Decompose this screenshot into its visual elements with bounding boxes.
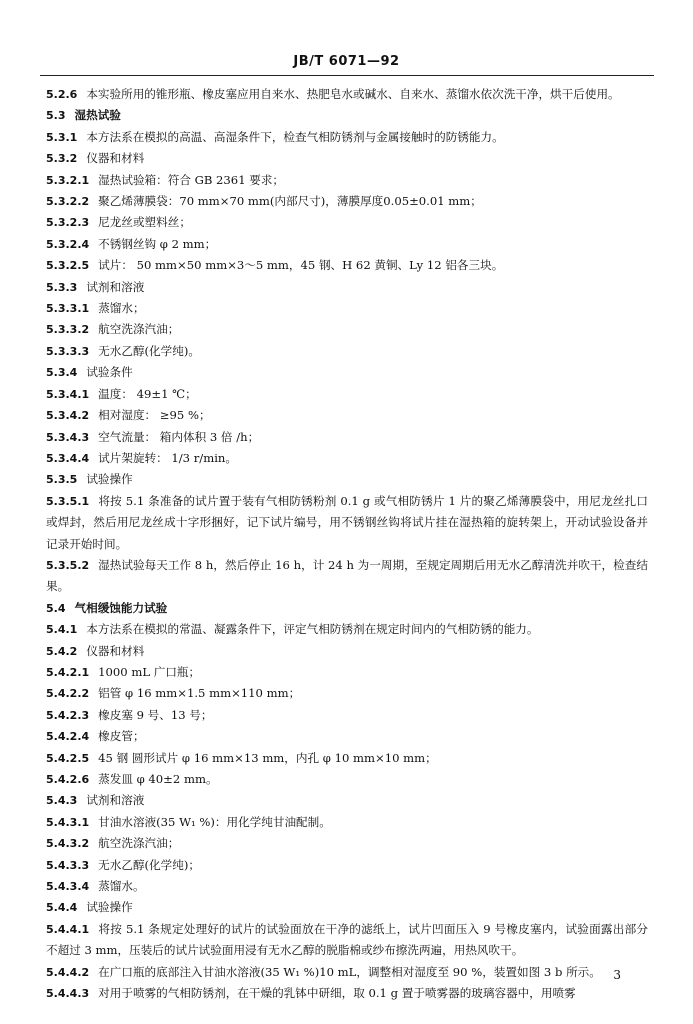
clause-number: 5.3.3.3 xyxy=(46,344,90,358)
clause-text: 湿热试验箱：符合 GB 2361 要求； xyxy=(98,172,285,187)
clause-number: 5.4.3 xyxy=(46,794,78,808)
clause-number: 5.3.4.4 xyxy=(46,451,90,465)
clause-number: 5.3 xyxy=(46,109,66,123)
clause-text: 本实验所用的锥形瓶、橡皮塞应用自来水、热肥皂水或碱水、自来水、蒸馏水依次洗干净，烘干后使用。 xyxy=(86,87,620,101)
section-heading xyxy=(46,105,648,126)
clause-number: 5.4.2.1 xyxy=(46,665,90,679)
clause-text: 蒸馏水； xyxy=(98,301,145,316)
clause-number: 5.4.3.3 xyxy=(46,858,90,872)
clause-number: 5.4.3.2 xyxy=(46,837,90,851)
clause-paragraph xyxy=(46,84,648,105)
clause-paragraph xyxy=(46,962,648,983)
clause-text: 试片架旋转： 1/3 r/min。 xyxy=(98,450,237,465)
clause-number: 5.3.2.1 xyxy=(46,173,90,187)
clause-text: 试验条件 xyxy=(86,365,133,380)
clause-text: 仪器和材料 xyxy=(86,643,145,658)
clause-text: 1000 mL 广口瓶； xyxy=(98,664,201,679)
clause-text: 蒸发皿 φ 40±2 mm。 xyxy=(98,772,218,786)
clause-text: 无水乙醇(化学纯)； xyxy=(98,857,200,872)
clause-paragraph xyxy=(46,983,648,1004)
clause-text: 无水乙醇(化学纯)。 xyxy=(98,343,200,358)
clause-number: 5.4.4.3 xyxy=(46,987,90,1001)
clause-number: 5.3.4 xyxy=(46,366,78,380)
clause-paragraph xyxy=(46,876,648,897)
clause-text: 在广口瓶的底部注入甘油水溶液(35 W₁ %)10 mL，调整相对湿度至 90 %，装置如图 3 b 所示。 xyxy=(98,964,601,979)
clause-paragraph xyxy=(46,769,648,790)
clause-text: 尼龙丝或塑料丝； xyxy=(98,215,191,230)
clause-number: 5.4.4 xyxy=(46,901,78,915)
clause-text: 对用于喷雾的气相防锈剂，在干燥的乳钵中研细，取 0.1 g 置于喷雾器的玻璃容器中，用喷雾 xyxy=(98,986,576,1001)
clause-number: 5.4.2.5 xyxy=(46,751,90,765)
clause-text: 试验操作 xyxy=(86,900,133,915)
clause-paragraph xyxy=(46,833,648,854)
clause-number: 5.3.3.1 xyxy=(46,302,90,316)
clause-number: 5.4.2.3 xyxy=(46,708,90,722)
clause-text: 空气流量： 箱内体积 3 倍 /h； xyxy=(98,429,260,444)
clause-paragraph xyxy=(46,234,648,255)
document-body xyxy=(46,84,648,1004)
clause-number: 5.3.5.2 xyxy=(46,558,90,572)
clause-text: 湿热试验每天工作 8 h，然后停止 16 h，计 24 h 为一周期，至规定周期后用无水乙醇清洗并吹干，检查结果。 xyxy=(46,557,648,594)
clause-paragraph xyxy=(46,812,648,833)
clause-number: 5.4 xyxy=(46,601,66,615)
clause-number: 5.4.4.1 xyxy=(46,922,90,936)
clause-text: 聚乙烯薄膜袋：70 mm×70 mm(内部尺寸)，薄膜厚度0.05±0.01 mm； xyxy=(98,194,482,209)
clause-number: 5.4.3.1 xyxy=(46,815,90,829)
clause-text: 将按 5.1 条准备的试片置于装有气相防锈粉剂 0.1 g 或气相防锈片 1 片的聚乙烯薄膜袋中，用尼龙丝扎口或焊封，然后用尼龙丝成十字形捆好，记下试片编号，用不锈钢丝钩将试片挂在湿热箱的旋转架上，开动试验设备并记录开始时间。 xyxy=(46,493,648,551)
clause-number: 5.4.2.2 xyxy=(46,687,90,701)
clause-paragraph xyxy=(46,191,648,212)
clause-paragraph xyxy=(46,705,648,726)
clause-paragraph xyxy=(46,897,648,918)
clause-paragraph xyxy=(46,855,648,876)
clause-paragraph xyxy=(46,491,648,555)
clause-text: 本方法系在模拟的高温、高湿条件下，检查气相防锈剂与金属接触时的防锈能力。 xyxy=(86,129,504,144)
clause-number: 5.3.2.2 xyxy=(46,195,90,209)
clause-number: 5.3.2.5 xyxy=(46,259,90,273)
clause-number: 5.4.2.6 xyxy=(46,773,90,786)
clause-paragraph xyxy=(46,919,648,962)
clause-text: 铝管 φ 16 mm×1.5 mm×110 mm； xyxy=(98,686,301,701)
clause-paragraph xyxy=(46,127,648,148)
clause-paragraph xyxy=(46,469,648,490)
clause-paragraph xyxy=(46,384,648,405)
clause-text: 试片： 50 mm×50 mm×3～5 mm，45 钢、H 62 黄铜、Ly 12 铝各三块。 xyxy=(98,258,504,273)
clause-text: 橡皮管； xyxy=(98,729,145,744)
clause-paragraph xyxy=(46,341,648,362)
page-number: 3 xyxy=(613,968,621,982)
clause-paragraph xyxy=(46,641,648,662)
clause-number: 5.3.2.3 xyxy=(46,216,90,230)
clause-paragraph xyxy=(46,362,648,383)
clause-text: 气相缓蚀能力试验 xyxy=(74,600,168,615)
clause-text: 试剂和溶液 xyxy=(86,279,145,294)
clause-paragraph xyxy=(46,148,648,169)
clause-number: 5.3.5.1 xyxy=(46,494,90,508)
clause-number: 5.3.4.1 xyxy=(46,387,90,401)
clause-paragraph xyxy=(46,555,648,598)
clause-paragraph xyxy=(46,255,648,276)
clause-number: 5.3.1 xyxy=(46,130,78,144)
clause-text: 不锈钢丝钩 φ 2 mm； xyxy=(98,236,217,251)
clause-paragraph xyxy=(46,748,648,769)
clause-text: 试验操作 xyxy=(86,472,133,487)
clause-paragraph xyxy=(46,662,648,683)
clause-paragraph xyxy=(46,726,648,747)
clause-number: 5.4.2 xyxy=(46,644,78,658)
clause-text: 本方法系在模拟的常温、凝露条件下，评定气相防锈剂在规定时间内的气相防锈的能力。 xyxy=(86,622,539,637)
clause-number: 5.3.4.3 xyxy=(46,430,90,444)
clause-paragraph xyxy=(46,405,648,426)
clause-text: 蒸馏水。 xyxy=(98,879,145,894)
clause-number: 5.3.3 xyxy=(46,280,78,294)
clause-paragraph xyxy=(46,319,648,340)
clause-text: 温度： 49±1 ℃； xyxy=(98,386,197,401)
clause-text: 试剂和溶液 xyxy=(86,793,145,808)
clause-number: 5.3.2 xyxy=(46,152,78,166)
section-heading xyxy=(46,598,648,619)
clause-number: 5.3.5 xyxy=(46,473,78,487)
clause-text: 航空洗涤汽油； xyxy=(98,836,180,851)
clause-text: 仪器和材料 xyxy=(86,151,145,166)
clause-paragraph xyxy=(46,448,648,469)
clause-paragraph xyxy=(46,298,648,319)
clause-text: 甘油水溶液(35 W₁ %)：用化学纯甘油配制。 xyxy=(98,814,331,829)
clause-text: 相对湿度： ≥95 %； xyxy=(98,408,211,423)
header-rule xyxy=(40,75,654,76)
document-header: JB/T 6071—92 xyxy=(293,54,400,69)
clause-paragraph xyxy=(46,170,648,191)
clause-number: 5.3.4.2 xyxy=(46,409,90,423)
clause-paragraph xyxy=(46,683,648,704)
clause-paragraph xyxy=(46,212,648,233)
clause-paragraph xyxy=(46,277,648,298)
clause-text: 45 钢 圆形试片 φ 16 mm×13 mm，内孔 φ 10 mm×10 mm； xyxy=(98,750,437,765)
clause-text: 橡皮塞 9 号、13 号； xyxy=(98,707,213,722)
clause-paragraph xyxy=(46,790,648,811)
clause-number: 5.4.1 xyxy=(46,623,78,637)
clause-text: 航空洗涤汽油； xyxy=(98,322,180,337)
clause-number: 5.3.2.4 xyxy=(46,237,90,251)
clause-text: 将按 5.1 条规定处理好的试片的试验面放在干净的滤纸上，试片凹面压入 9 号橡皮塞内，试验面露出部分不超过 3 mm，压装后的试片试验面用浸有无水乙醇的脱脂棉或纱布擦洗两遍，用热风吹干。 xyxy=(46,921,648,958)
clause-number: 5.2.6 xyxy=(46,88,78,101)
clause-paragraph xyxy=(46,619,648,640)
clause-number: 5.4.2.4 xyxy=(46,730,90,744)
clause-text: 湿热试验 xyxy=(74,108,121,123)
clause-number: 5.3.3.2 xyxy=(46,323,90,337)
clause-paragraph xyxy=(46,427,648,448)
clause-number: 5.4.3.4 xyxy=(46,880,90,894)
clause-number: 5.4.4.2 xyxy=(46,965,90,979)
